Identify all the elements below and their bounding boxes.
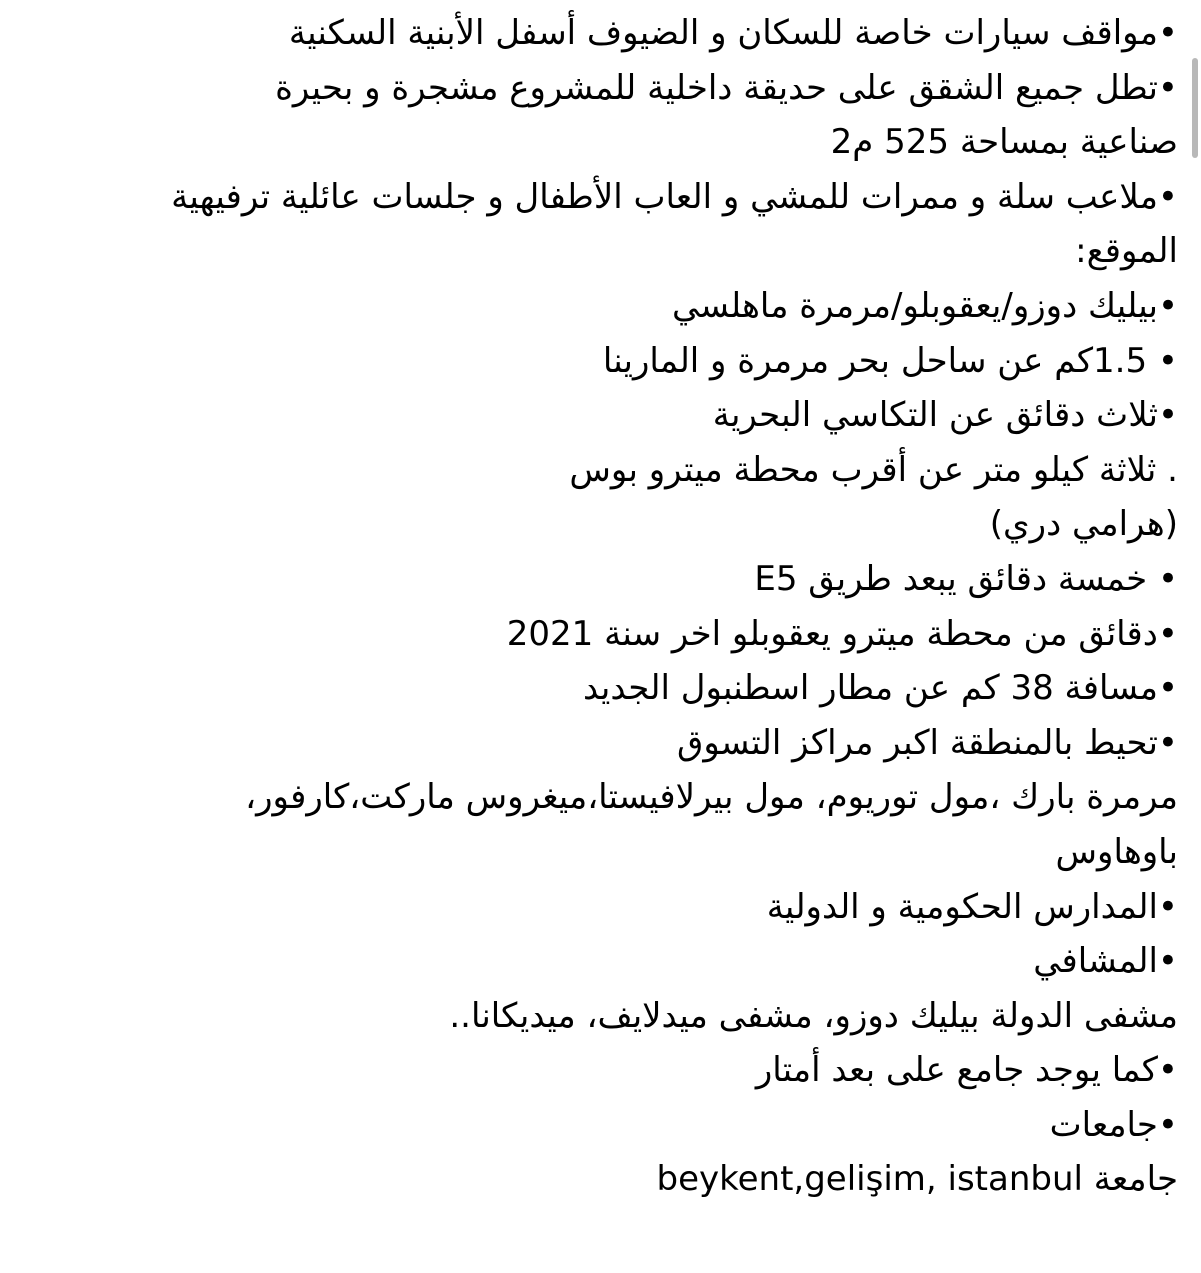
parking-line: •مواقف سيارات خاصة للسكان و الضيوف أسفل الأبنية السكنية [288, 13, 1178, 53]
malls-line-continued: باوهاوس [1055, 831, 1178, 872]
hospitals-heading-line: •المشافي [1033, 941, 1178, 982]
location-district-line: •بيليك دوزو/يعقوبلو/مرمرة ماهلسي [672, 285, 1178, 326]
sea-taxi-line: •ثلاث دقائق عن التكاسي البحرية [712, 395, 1178, 436]
mosque-line: •كما يوجد جامع على بعد أمتار [755, 1050, 1178, 1091]
metrobus-station-line: (هرامي دري) [989, 504, 1178, 545]
garden-line: •تطل جميع الشقق على حديقة داخلية للمشروع مشجرة و بحيرة [275, 67, 1178, 108]
vertical-scrollbar[interactable] [1192, 58, 1198, 158]
universities-heading-line: •جامعات [1049, 1104, 1178, 1145]
airport-distance-line: •مسافة 38 كم عن مطار اسطنبول الجديد [583, 668, 1178, 709]
metrobus-line: . ثلاثة كيلو متر عن أقرب محطة ميترو بوس [569, 449, 1178, 490]
schools-line: •المدارس الحكومية و الدولية [766, 886, 1178, 927]
metro-station-line: •دقائق من محطة ميترو يعقوبلو اخر سنة 2021 [506, 613, 1178, 654]
universities-list-line: جامعة beykent,gelişim, istanbul [656, 1159, 1178, 1200]
coast-distance-line: • 1.5كم عن ساحل بحر مرمرة و المارينا [602, 340, 1178, 381]
location-heading: الموقع: [1075, 231, 1178, 272]
document-body [20, 6, 1178, 1207]
malls-line: مرمرة بارك ،مول توريوم، مول بيرلافيستا،ميغروس ماركت،كارفور، [245, 777, 1178, 818]
hospitals-list-line: مشفى الدولة بيليك دوزو، مشفى ميدلايف، ميديكانا.. [449, 995, 1178, 1036]
e5-road-line: • خمسة دقائق يبعد طريق E5 [754, 558, 1178, 599]
amenities-line: •ملاعب سلة و ممرات للمشي و العاب الأطفال و جلسات عائلية ترفيهية [171, 176, 1178, 217]
shopping-heading-line: •تحيط بالمنطقة اكبر مراكز التسوق [676, 722, 1178, 763]
lake-area-line: صناعية بمساحة 525 م2 [830, 122, 1178, 163]
